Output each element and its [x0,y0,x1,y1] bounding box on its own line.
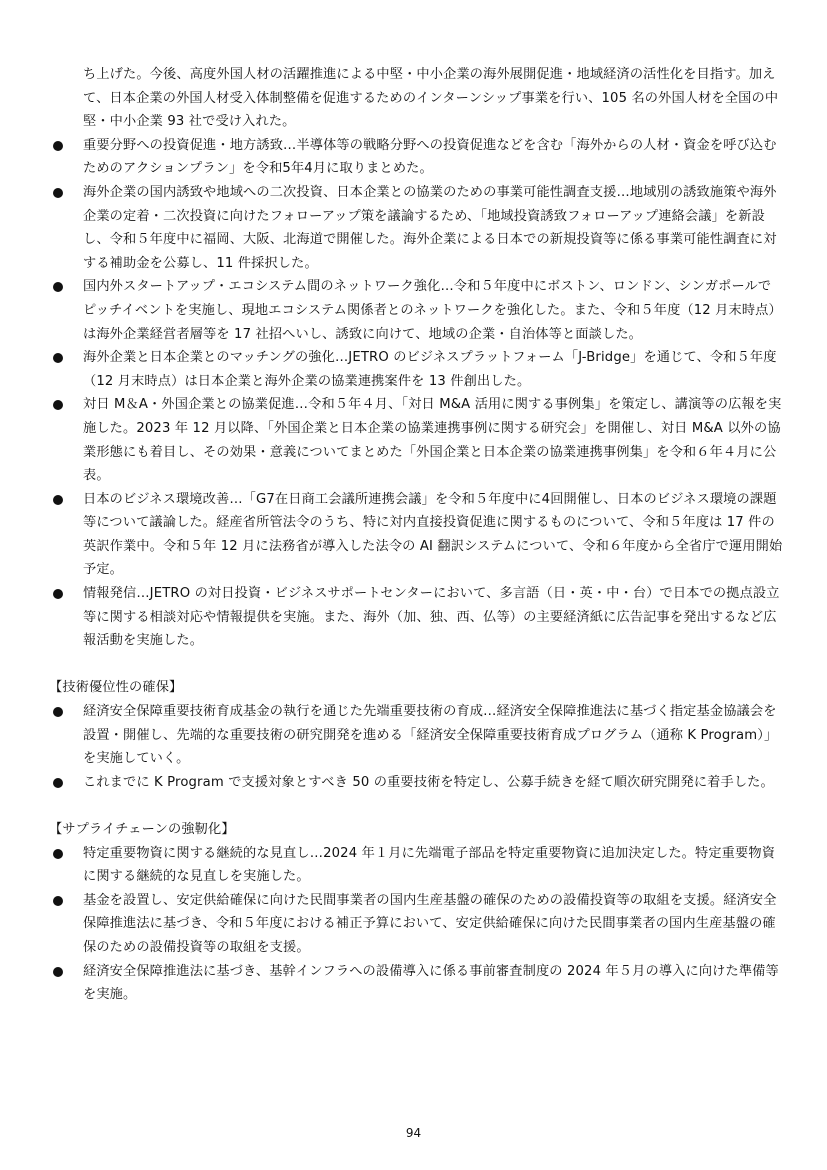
bullet-list-tech [49,700,784,794]
bullet-item [49,700,784,771]
bullet-text: 日本のビジネス環境改善…「G7在日商工会議所連携会議」を令和５年度中に4回開催し、日本のビジネス環境の課題等について議論した。経産省所管法令のうち、特に対内直接投資促進に関するものについて、令和５年度は 17 件の英訳作業中。令和５年 12 月に法務省が導入した法令の AI 翻訳システムについて、令和６年度から全省庁で運用開始予定。 [83,491,783,578]
bullet-text: 国内外スタートアップ・エコシステム間のネットワーク強化…令和５年度中にボストン、ロンドン、シンガポールでピッチイベントを実施し、現地エコシステム関係者とのネットワークを強化した。また、令和５年度（12 月末時点）は海外企業経営者層等を 17 社招へいし、誘致に向けて、地域の企業・自治体等と面談した。 [83,279,782,342]
bullet-icon [53,778,63,788]
section-heading-tech: 【技術優位性の確保】 [49,680,183,696]
bullet-icon [53,353,63,363]
bullet-text: 経済安全保障重要技術育成基金の執行を通じた先端重要技術の育成…経済安全保障推進法に基づく指定基金協議会を設置・開催し、先端的な重要技術の研究開発を進める「経済安全保障重要技術育成プログラム（通称 K Program）」を実施していく。 [83,704,778,767]
bullet-list-investment [49,134,784,653]
bullet-item [49,346,784,393]
bullet-item [49,393,784,487]
bullet-list-supply-chain [49,842,784,1007]
bullet-icon [53,141,63,151]
bullet-icon [53,589,63,599]
bullet-icon [53,495,63,505]
bullet-icon [53,849,63,859]
page-number: 94 [405,1126,422,1140]
bullet-text: 対日 M＆A・外国企業との協業促進…令和５年４月、「対日 M&A 活用に関する事例集」を策定し、講演等の広報を実施した。2023 年 12 月以降、「外国企業と日本企業の協業連携事例に関する研究会」を開催し、対日 M&A 以外の協業形態にも着目し、その効果・意義についてまとめた「外国企業と日本企業の協業連携事例集」を令和６年４月に公表。 [83,397,782,484]
bullet-text: 重要分野への投資促進・地方誘致…半導体等の戦略分野への投資促進などを含む「海外からの人材・資金を呼び込むためのアクションプラン」を令和5年4月に取りまとめた。 [83,137,777,177]
bullet-item [49,134,784,181]
bullet-item [49,889,784,960]
bullet-text: 情報発信…JETRO の対日投資・ビジネスサポートセンターにおいて、多言語（日・英・中・台）で日本での拠点設立等に関する相談対応や情報提供を実施。また、海外（加、独、西、仏等）の主要経済紙に広告記事を発出するなど広報活動を実施した。 [83,586,780,649]
bullet-text: 海外企業と日本企業とのマッチングの強化…JETRO のビジネスプラットフォーム「J-Bridge」を通じて、令和５年度（12 月末時点）は日本企業と海外企業の協業連携案件を 13 件創出した。 [83,350,777,389]
bullet-item [49,275,784,346]
intro-continuation: ち上げた。今後、高度外国人材の活躍推進による中堅・中小企業の海外展開促進・地域経済の活性化を目指す。加えて、日本企業の外国人材受入体制整備を促進するためのインターンシップ事業を行い、105 名の外国人材を全国の中堅・中小企業 93 社で受け入れた。 [83,67,779,130]
bullet-icon [53,188,63,198]
bullet-item [49,488,784,582]
section-heading-supply-chain: 【サプライチェーンの強靭化】 [49,822,235,837]
document-body [49,63,784,1007]
bullet-icon [53,896,63,906]
bullet-text: これまでに K Program で支援対象とすべき 50 の重要技術を特定し、公募手続きを経て順次研究開発に着手した。 [83,774,774,790]
bullet-text: 基金を設置し、安定供給確保に向けた民間事業者の国内生産基盤の確保のための設備投資等の取組を支援。経済安全保障推進法に基づき、令和５年度における補正予算において、安定供給確保に向けた民間事業者の国内生産基盤の確保のための設備投資等の取組を支援。 [83,892,777,955]
bullet-item [49,771,784,795]
bullet-text: 経済安全保障推進法に基づき、基幹インフラへの設備導入に係る事前審査制度の 2024 年５月の導入に向けた準備等を実施。 [83,963,779,1003]
section-spacer [49,653,784,677]
bullet-icon [53,967,63,977]
section-spacer [49,794,784,818]
bullet-icon [53,707,63,717]
bullet-text: 特定重要物資に関する継続的な見直し…2024 年１月に先端電子部品を特定重要物資に追加決定した。特定重要物資に関する継続的な見直しを実施した。 [83,845,776,885]
bullet-item [49,960,784,1007]
bullet-icon [53,282,63,292]
bullet-item [49,842,784,889]
bullet-item [49,582,784,653]
bullet-icon [53,400,63,410]
bullet-item [49,181,784,275]
bullet-text: 海外企業の国内誘致や地域への二次投資、日本企業との協業のための事業可能性調査支援…地域別の誘致施策や海外企業の定着・二次投資に向けたフォローアップ策を議論するため、「地域投資誘致フォローアップ連絡会議」を新設し、令和５年度中に福岡、大阪、北海道で開催した。海外企業による日本での新規投資等に係る事業可能性調査に対する補助金を公募し、11 件採択した。 [83,184,777,271]
